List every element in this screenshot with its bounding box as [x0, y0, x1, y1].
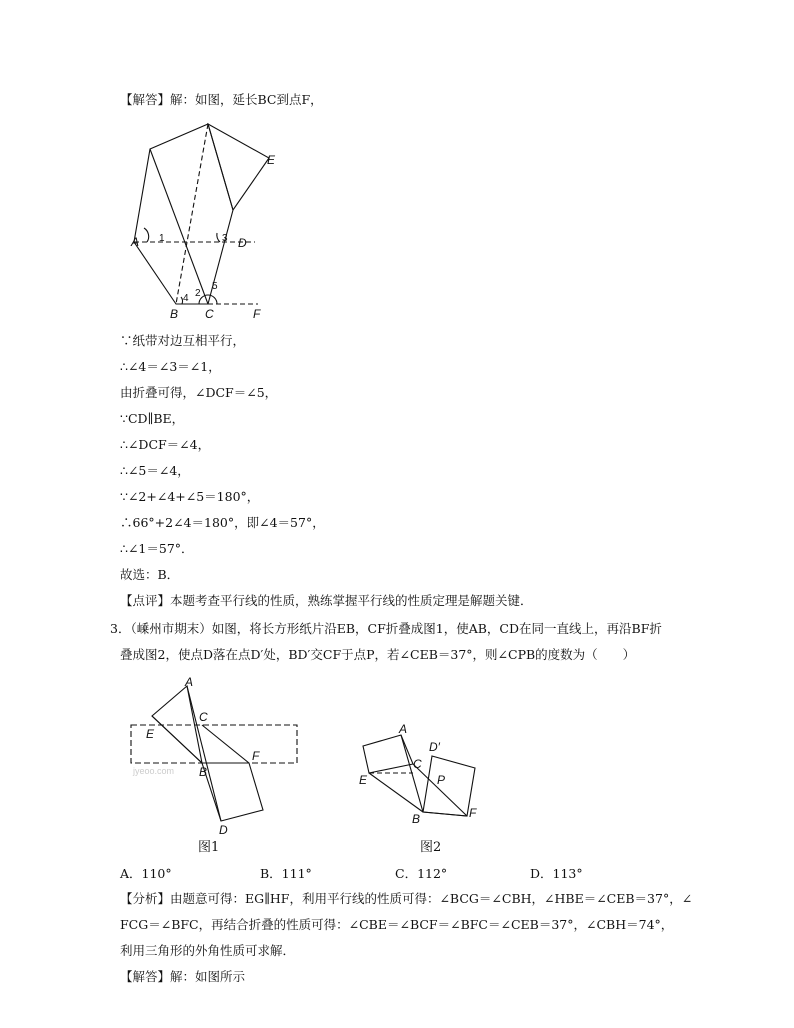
strip-right-top [208, 124, 269, 210]
option-d: D．113° [530, 866, 583, 881]
label-D: D [219, 823, 228, 837]
figure-1 [125, 674, 305, 844]
option-a: A．110° [120, 866, 172, 881]
upper-left-flap [363, 735, 413, 773]
solution-intro: 【解答】解：如图，延长BC到点F， [120, 92, 323, 107]
question-line-1: 3．（嵊州市期末）如图，将长方形纸片沿EB，CF折叠成图1，使AB，CD在同一直线上，再沿BF折 [110, 621, 662, 636]
line-eb [369, 773, 423, 812]
step: ∴∠5＝∠4， [120, 463, 190, 478]
analysis-line-1: 【分析】由题意可得：EG∥HF，利用平行线的性质可得：∠BCG＝∠CBH，∠HBE＝∠CEB＝37°，∠ [120, 891, 693, 906]
label-B: B [199, 765, 208, 779]
label-P: P [437, 773, 446, 787]
label-C: C [413, 757, 422, 771]
label-E: E [359, 773, 368, 787]
label-E: E [267, 153, 276, 167]
dash-line-diag [176, 124, 208, 304]
folded-strip-figure [125, 118, 285, 323]
label-4: 4 [183, 293, 189, 304]
step: ∵纸带对边互相平行， [120, 333, 246, 348]
caption-fig1: 图1 [198, 840, 220, 855]
label-5: 5 [212, 281, 218, 292]
line-bf [423, 812, 467, 816]
line-cf [413, 764, 467, 816]
analysis-line-3: 利用三角形的外角性质可求解． [120, 943, 296, 958]
right-flap [423, 756, 475, 816]
label-A: A [131, 235, 140, 249]
label-E: E [146, 727, 155, 741]
step: ∵CD∥BE， [120, 411, 185, 426]
caption-fig2: 图2 [420, 840, 442, 855]
label-F: F [253, 307, 261, 321]
fold-cf [202, 725, 249, 763]
step: ∴∠1＝57°． [120, 541, 194, 556]
watermark: jyeoo.com [133, 766, 175, 776]
strip-left [134, 124, 233, 304]
step: ∵∠2+∠4+∠5＝180°， [120, 489, 260, 504]
step: ∴∠4＝∠3＝∠1， [120, 359, 221, 374]
label-F: F [469, 806, 477, 820]
comment: 【点评】本题考查平行线的性质，熟练掌握平行线的性质定理是解题关键． [120, 593, 533, 608]
label-Dprime: D′ [429, 740, 440, 754]
angle-3-arc [217, 233, 220, 242]
option-b: B．111° [260, 866, 312, 881]
label-A: A [399, 724, 408, 736]
label-3: 3 [222, 233, 228, 244]
analysis-line-2: FCG＝∠BFC，再结合折叠的性质可得：∠CBE＝∠BCF＝∠BFC＝∠CEB＝37°，∠CBH＝74°， [120, 917, 674, 932]
step: 由折叠可得，∠DCF＝∠5， [120, 385, 278, 400]
step: ∴∠DCF＝∠4， [120, 437, 211, 452]
label-2: 2 [195, 288, 201, 299]
step: ∴66°+2∠4＝180°，即∠4＝57°， [120, 515, 325, 530]
dashed-rectangle [131, 725, 297, 763]
label-D: D [238, 236, 247, 250]
step: 故选：B． [120, 567, 180, 582]
option-c: C．112° [395, 866, 448, 881]
solution-start: 【解答】解：如图所示 [120, 969, 246, 984]
label-A: A [185, 675, 194, 689]
label-1: 1 [159, 233, 165, 244]
angle-1-arc [144, 228, 149, 242]
label-B: B [170, 307, 179, 321]
figure-2 [355, 724, 495, 824]
label-F: F [252, 749, 260, 763]
question-line-2: 叠成图2，使点D落在点D′处，BD′交CF于点P，若∠CEB＝37°，则∠CPB的度数为（ ） [120, 647, 636, 662]
label-C: C [205, 307, 214, 321]
bottom-flap [202, 763, 263, 821]
label-C: C [199, 710, 208, 724]
label-B: B [412, 812, 421, 824]
